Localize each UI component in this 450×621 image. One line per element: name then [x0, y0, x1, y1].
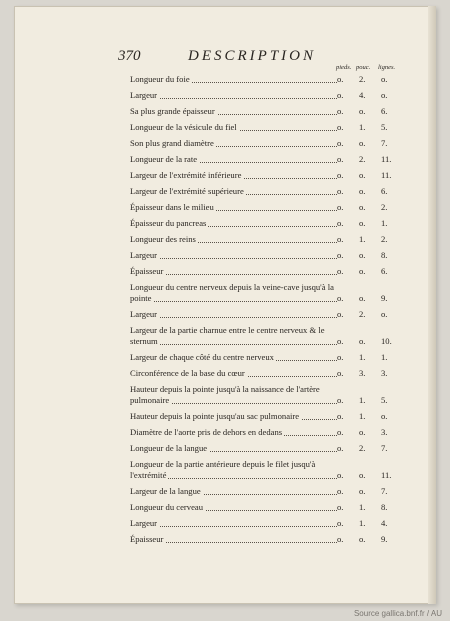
- value-pieds: o.: [337, 170, 344, 180]
- row-label: Son plus grand diamètre: [130, 138, 214, 148]
- row-label-wrap: [130, 282, 335, 304]
- value-lignes: 11.: [381, 154, 392, 164]
- table-row: [130, 234, 400, 245]
- value-pouces: o.: [359, 427, 366, 437]
- table-row: [130, 534, 400, 545]
- table-row: [130, 384, 400, 406]
- row-label-wrap: [130, 74, 335, 85]
- value-lignes: 11.: [381, 470, 392, 480]
- row-label-wrap: [130, 443, 335, 454]
- value-pieds: o.: [337, 336, 344, 346]
- value-lignes: 8.: [381, 502, 388, 512]
- row-label: Hauteur depuis la pointe jusqu'au sac pulmonaire: [130, 411, 300, 421]
- value-lignes: o.: [381, 90, 388, 100]
- value-lignes: 10.: [381, 336, 392, 346]
- value-lignes: 1.: [381, 352, 388, 362]
- row-label-wrap: [130, 186, 335, 197]
- row-label: Hauteur depuis la pointe jusqu'à la naissance de l'artère pulmonaire: [130, 384, 320, 405]
- row-label: Épaisseur: [130, 534, 164, 544]
- value-pieds: o.: [337, 250, 344, 260]
- value-pouces: o.: [359, 534, 366, 544]
- column-header-pieds: pieds.: [336, 64, 352, 71]
- column-header-lignes: lignes.: [378, 64, 396, 71]
- value-lignes: 6.: [381, 186, 388, 196]
- value-pieds: o.: [337, 293, 344, 303]
- value-lignes: o.: [381, 74, 388, 84]
- row-label: Épaisseur du pancreas: [130, 218, 207, 228]
- row-label: Longueur du centre nerveux depuis la veine-cave jusqu'à la pointe: [130, 282, 334, 303]
- table-row: [130, 368, 400, 379]
- value-pieds: o.: [337, 234, 344, 244]
- value-pieds: o.: [337, 138, 344, 148]
- row-label: Largeur de l'extrémité inférieure: [130, 170, 242, 180]
- value-pieds: o.: [337, 202, 344, 212]
- value-pieds: o.: [337, 486, 344, 496]
- table-row: [130, 427, 400, 438]
- value-lignes: 9.: [381, 534, 388, 544]
- table-row: [130, 106, 400, 117]
- row-label: Sa plus grande épaisseur: [130, 106, 215, 116]
- row-label-wrap: [130, 368, 335, 379]
- table-row: [130, 170, 400, 181]
- value-lignes: 8.: [381, 250, 388, 260]
- value-pouces: o.: [359, 336, 366, 346]
- row-values: [337, 74, 400, 85]
- value-lignes: 2.: [381, 202, 388, 212]
- table-row: [130, 411, 400, 422]
- value-pieds: o.: [337, 443, 344, 453]
- table-row: [130, 518, 400, 529]
- value-pouces: 1.: [359, 122, 366, 132]
- value-pieds: o.: [337, 74, 344, 84]
- value-pouces: o.: [359, 250, 366, 260]
- row-label-wrap: [130, 122, 335, 133]
- value-lignes: 7.: [381, 138, 388, 148]
- value-lignes: 3.: [381, 427, 388, 437]
- table-row: [130, 90, 400, 101]
- row-values: [337, 106, 400, 117]
- value-lignes: 4.: [381, 518, 388, 528]
- value-pouces: o.: [359, 486, 366, 496]
- row-label: Circonférence de la base du cœur: [130, 368, 245, 378]
- table-row: [130, 282, 400, 304]
- table-row: [130, 218, 400, 229]
- table-row: [130, 202, 400, 213]
- value-pieds: o.: [337, 218, 344, 228]
- value-pieds: o.: [337, 186, 344, 196]
- row-label: Longueur de la langue: [130, 443, 208, 453]
- value-pieds: o.: [337, 309, 344, 319]
- row-label-wrap: [130, 138, 335, 149]
- row-values: [337, 352, 400, 363]
- row-label: Largeur: [130, 518, 158, 528]
- row-label: Épaisseur dans le milieu: [130, 202, 214, 212]
- table-row: [130, 138, 400, 149]
- row-label-wrap: [130, 218, 335, 229]
- row-values: [337, 170, 400, 181]
- value-lignes: 5.: [381, 122, 388, 132]
- row-values: [337, 395, 400, 406]
- page-number: 370: [118, 48, 141, 64]
- value-pouces: 2.: [359, 309, 366, 319]
- row-values: [337, 122, 400, 133]
- value-pouces: 1.: [359, 518, 366, 528]
- row-label: Largeur de chaque côté du centre nerveux: [130, 352, 274, 362]
- row-label: Longueur de la rate: [130, 154, 198, 164]
- value-pouces: 3.: [359, 368, 366, 378]
- row-label-wrap: [130, 170, 335, 181]
- value-pieds: o.: [337, 90, 344, 100]
- value-pouces: 2.: [359, 74, 366, 84]
- row-values: [337, 186, 400, 197]
- running-title: DESCRIPTION: [188, 48, 316, 64]
- row-label-wrap: [130, 325, 335, 347]
- value-pieds: o.: [337, 502, 344, 512]
- row-values: [337, 470, 400, 481]
- value-lignes: 3.: [381, 368, 388, 378]
- value-pieds: o.: [337, 154, 344, 164]
- row-label-wrap: [130, 411, 335, 422]
- row-label-wrap: [130, 234, 335, 245]
- row-label: Longueur des reins: [130, 234, 196, 244]
- table-row: [130, 309, 400, 320]
- row-values: [337, 486, 400, 497]
- row-values: [337, 266, 400, 277]
- value-pieds: o.: [337, 352, 344, 362]
- row-values: [337, 218, 400, 229]
- row-values: [337, 502, 400, 513]
- row-label-wrap: [130, 90, 335, 101]
- row-label-wrap: [130, 106, 335, 117]
- value-pieds: o.: [337, 470, 344, 480]
- value-lignes: 7.: [381, 486, 388, 496]
- table-row: [130, 352, 400, 363]
- table-row: [130, 325, 400, 347]
- value-pouces: 4.: [359, 90, 366, 100]
- row-values: [337, 427, 400, 438]
- row-label-wrap: [130, 518, 335, 529]
- row-values: [337, 518, 400, 529]
- value-pouces: 2.: [359, 443, 366, 453]
- value-lignes: 1.: [381, 218, 388, 228]
- row-label-wrap: [130, 250, 335, 261]
- table-row: [130, 250, 400, 261]
- row-values: [337, 309, 400, 320]
- value-lignes: 5.: [381, 395, 388, 405]
- value-pouces: 1.: [359, 234, 366, 244]
- column-header-pouces: pouc.: [356, 64, 371, 71]
- value-pouces: o.: [359, 470, 366, 480]
- table-row: [130, 74, 400, 85]
- row-values: [337, 154, 400, 165]
- source-credit: Source gallica.bnf.fr / AU: [353, 609, 442, 618]
- value-pieds: o.: [337, 368, 344, 378]
- row-label-wrap: [130, 534, 335, 545]
- row-label-wrap: [130, 502, 335, 513]
- value-pouces: 1.: [359, 352, 366, 362]
- value-pouces: 2.: [359, 154, 366, 164]
- value-pouces: o.: [359, 170, 366, 180]
- column-headers: [336, 64, 396, 74]
- value-pieds: o.: [337, 411, 344, 421]
- value-lignes: 6.: [381, 266, 388, 276]
- row-values: [337, 368, 400, 379]
- row-label: Largeur de l'extrémité supérieure: [130, 186, 244, 196]
- row-label-wrap: [130, 309, 335, 320]
- row-label-wrap: [130, 154, 335, 165]
- row-label: Largeur: [130, 309, 158, 319]
- table-row: [130, 154, 400, 165]
- table-row: [130, 502, 400, 513]
- value-pouces: o.: [359, 138, 366, 148]
- row-values: [337, 250, 400, 261]
- value-lignes: 11.: [381, 170, 392, 180]
- value-pouces: o.: [359, 266, 366, 276]
- row-values: [337, 234, 400, 245]
- value-pouces: o.: [359, 218, 366, 228]
- row-values: [337, 90, 400, 101]
- value-lignes: o.: [381, 411, 388, 421]
- row-label: Largeur: [130, 250, 158, 260]
- row-label-wrap: [130, 427, 335, 438]
- row-label: Longueur du foie: [130, 74, 190, 84]
- value-lignes: 6.: [381, 106, 388, 116]
- row-label-wrap: [130, 459, 335, 481]
- value-pouces: o.: [359, 293, 366, 303]
- row-label: Largeur: [130, 90, 158, 100]
- row-label: Longueur de la partie antérieure depuis le filet jusqu'à l'extrémité: [130, 459, 316, 480]
- row-values: [337, 336, 400, 347]
- row-label-wrap: [130, 202, 335, 213]
- value-pieds: o.: [337, 534, 344, 544]
- value-lignes: o.: [381, 309, 388, 319]
- table-row: [130, 443, 400, 454]
- measurement-table: [130, 74, 400, 550]
- value-pouces: 1.: [359, 395, 366, 405]
- table-row: [130, 459, 400, 481]
- page-edge: [428, 6, 436, 604]
- row-label: Longueur du cerveau: [130, 502, 204, 512]
- value-pouces: 1.: [359, 502, 366, 512]
- value-lignes: 2.: [381, 234, 388, 244]
- row-label: Largeur de la langue: [130, 486, 201, 496]
- row-values: [337, 411, 400, 422]
- value-pieds: o.: [337, 395, 344, 405]
- value-pieds: o.: [337, 106, 344, 116]
- row-values: [337, 534, 400, 545]
- value-pieds: o.: [337, 518, 344, 528]
- row-label-wrap: [130, 352, 335, 363]
- value-pouces: o.: [359, 186, 366, 196]
- row-values: [337, 138, 400, 149]
- row-values: [337, 443, 400, 454]
- value-lignes: 9.: [381, 293, 388, 303]
- row-label-wrap: [130, 384, 335, 406]
- value-pieds: o.: [337, 122, 344, 132]
- row-values: [337, 293, 400, 304]
- value-lignes: 7.: [381, 443, 388, 453]
- value-pieds: o.: [337, 427, 344, 437]
- value-pieds: o.: [337, 266, 344, 276]
- row-label-wrap: [130, 486, 335, 497]
- row-label: Longueur de la vésicule du fiel: [130, 122, 237, 132]
- row-values: [337, 202, 400, 213]
- table-row: [130, 186, 400, 197]
- row-label: Diamètre de l'aorte pris de dehors en dedans: [130, 427, 283, 437]
- value-pouces: o.: [359, 106, 366, 116]
- row-label: Épaisseur: [130, 266, 164, 276]
- table-row: [130, 266, 400, 277]
- value-pouces: o.: [359, 202, 366, 212]
- row-label-wrap: [130, 266, 335, 277]
- value-pouces: 1.: [359, 411, 366, 421]
- row-label: Largeur de la partie charnue entre le centre nerveux & le sternum: [130, 325, 325, 346]
- table-row: [130, 122, 400, 133]
- table-row: [130, 486, 400, 497]
